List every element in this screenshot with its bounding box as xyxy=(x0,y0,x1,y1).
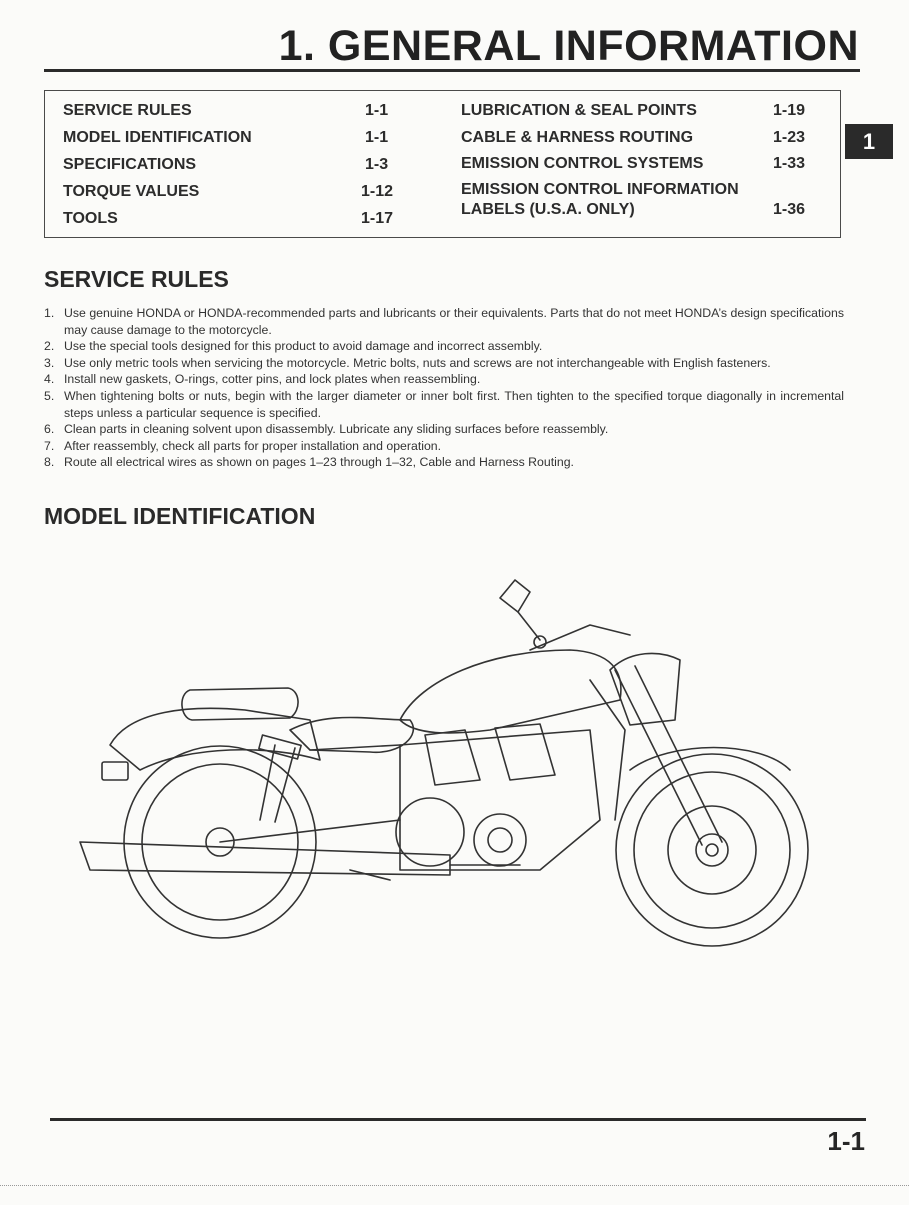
list-item-text: Use genuine HONDA or HONDA-recommended parts and lubricants or their equivalents. Parts that do not meet HONDA’s design specifications may cause damage to the motorcycle. xyxy=(64,306,844,337)
toc-page-emission-control-labels: 1-36 xyxy=(773,201,806,218)
list-item-text: Use the special tools designed for this product to avoid damage and incorrect assembly. xyxy=(64,339,543,354)
list-item-text: Install new gaskets, O-rings, cotter pins, and lock plates when reassembling. xyxy=(64,372,481,387)
toc-item-specifications[interactable]: SPECIFICATIONS xyxy=(63,156,197,173)
list-item-number: 1. xyxy=(44,306,55,320)
list-item-text: When tightening bolts or nuts, begin with the larger diameter or inner bolt first. Then tighten to the specified torque diagonally in incremental steps unless a particular sequence is specified. xyxy=(64,388,844,420)
list-item-number: 7. xyxy=(44,438,55,453)
toc-item-emission-control-labels-line1[interactable]: EMISSION CONTROL INFORMATION xyxy=(461,181,739,198)
toc-item-tools[interactable]: TOOLS xyxy=(63,210,118,227)
list-item xyxy=(44,305,844,338)
service-rules-list xyxy=(44,305,844,471)
model-identification-heading: MODEL IDENTIFICATION xyxy=(44,503,316,529)
toc-item-model-identification[interactable]: MODEL IDENTIFICATION xyxy=(63,129,252,146)
toc-page-specifications: 1-3 xyxy=(365,156,389,173)
motorcycle-illustration xyxy=(70,570,830,950)
footer-divider xyxy=(50,1118,866,1121)
page-number: 1-1 xyxy=(827,1126,865,1156)
list-item xyxy=(44,421,844,438)
list-item xyxy=(44,338,844,355)
toc-page-model-identification: 1-1 xyxy=(365,129,389,146)
toc-item-lubrication-seal-points[interactable]: LUBRICATION & SEAL POINTS xyxy=(461,102,697,119)
list-item-text: After reassembly, check all parts for proper installation and operation. xyxy=(64,438,442,453)
list-item-number: 5. xyxy=(44,388,55,403)
toc-item-cable-harness-routing[interactable]: CABLE & HARNESS ROUTING xyxy=(461,129,694,146)
list-item-text: Route all electrical wires as shown on pages 1–23 through 1–32, Cable and Harness Routing. xyxy=(64,455,574,470)
toc-page-torque-values: 1-12 xyxy=(361,183,394,200)
list-item xyxy=(44,454,844,471)
list-item-text: Clean parts in cleaning solvent upon disassembly. Lubricate any sliding surfaces before reassembly. xyxy=(64,422,609,437)
list-item-number: 2. xyxy=(44,339,55,354)
toc-item-emission-control-labels-line2[interactable]: LABELS (U.S.A. ONLY) xyxy=(461,201,635,218)
list-item-number: 3. xyxy=(44,355,55,370)
toc-page-tools: 1-17 xyxy=(361,210,394,227)
table-of-contents xyxy=(44,90,841,238)
toc-page-emission-control-systems: 1-33 xyxy=(773,155,806,172)
list-item xyxy=(44,355,844,372)
chapter-tab-marker: 1 xyxy=(845,124,893,159)
scan-edge-line xyxy=(0,1185,909,1186)
list-item xyxy=(44,388,844,421)
list-item xyxy=(44,371,844,388)
list-item-number: 6. xyxy=(44,422,55,437)
list-item-text: Use only metric tools when servicing the motorcycle. Metric bolts, nuts and screws are not interchangeable with English fasteners. xyxy=(64,355,771,370)
page-title: 1. GENERAL INFORMATION xyxy=(278,22,859,70)
service-rules-heading: SERVICE RULES xyxy=(44,266,229,292)
list-item xyxy=(44,438,844,455)
list-item-number: 8. xyxy=(44,455,55,470)
toc-item-emission-control-systems[interactable]: EMISSION CONTROL SYSTEMS xyxy=(461,155,704,172)
list-item-number: 4. xyxy=(44,372,55,387)
toc-page-lubrication-seal-points: 1-19 xyxy=(773,102,806,119)
toc-page-service-rules: 1-1 xyxy=(365,102,389,119)
title-divider xyxy=(44,69,860,72)
toc-item-service-rules[interactable]: SERVICE RULES xyxy=(63,102,192,119)
toc-item-torque-values[interactable]: TORQUE VALUES xyxy=(63,183,200,200)
toc-page-cable-harness-routing: 1-23 xyxy=(773,129,806,146)
